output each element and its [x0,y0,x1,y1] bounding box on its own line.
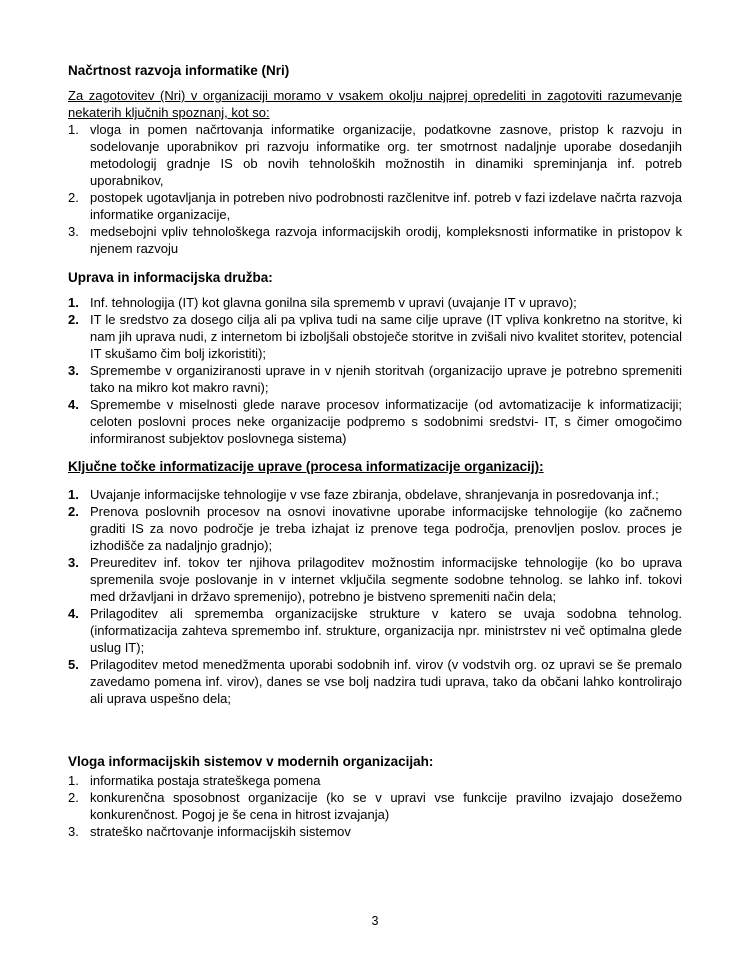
numbered-list [68,772,682,840]
list-marker: 3. [68,224,79,239]
list-item-text: Prilagoditev metod menedžmenta uporabi sodobnih inf. virov (v vodstvih org. oz upravi se še premalo zavedamo pomena inf. virov), danes se vse bolj nadzira tudi uprava, tako da občani lahko kontrolirajo ali uprava uspešno dela; [90,657,682,706]
list-item-text: medsebojni vpliv tehnološkega razvoja informacijskih orodij, kompleksnosti informatike in pristopov k njenem razvoju [90,224,682,256]
list-item [68,396,682,447]
list-item [68,823,682,840]
list-item [68,789,682,823]
page-number: 3 [371,914,379,928]
list-item-text: strateško načrtovanje informacijskih sistemov [90,824,351,839]
list-item [68,223,682,257]
list-item-text: postopek ugotavljanja in potreben nivo podrobnosti razčlenitve inf. potreb v fazi izdelave načrta razvoja informatike organizacije, [90,190,682,222]
list-item [68,554,682,605]
section-uprava [68,269,682,447]
list-item-text: Uvajanje informacijske tehnologije v vse faze zbiranja, obdelave, shranjevanja in posredovanja inf.; [90,487,659,502]
list-marker: 1. [68,295,79,310]
list-item-text: konkurenčna sposobnost organizacije (ko se v upravi vse funkcije pravilno izvajajo dosežemo konkurenčnost. Pogoj je še cena in hitrost izvajanja) [90,790,682,822]
list-item-text: vloga in pomen načrtovanja informatike organizacije, podatkovne zasnove, pristop k razvoju in sodelovanje uporabnikov pri razvoju informatike org. ter smotrnost nadaljnje uporabe dosedanjih metodologij gradnje IS ob novih tehnoloških možnostih in dinamiki spreminjanja inf. potreb uporabnikov, [90,122,682,188]
section-heading: Uprava in informacijska družba: [68,270,273,285]
list-marker: 2. [68,504,79,519]
list-marker: 3. [68,555,79,570]
list-marker: 2. [68,312,79,327]
list-marker: 1. [68,487,79,502]
list-marker: 1. [68,773,79,788]
list-item [68,486,682,503]
list-marker: 3. [68,363,79,378]
list-marker: 3. [68,824,79,839]
numbered-list [68,294,682,447]
section-vloga [68,753,682,840]
list-item-text: informatika postaja strateškega pomena [90,773,321,788]
section-heading: Načrtnost razvoja informatike (Nri) [68,63,290,78]
list-item [68,121,682,189]
list-item [68,294,682,311]
list-marker: 2. [68,190,79,205]
section-heading: Vloga informacijskih sistemov v modernih organizacijah: [68,754,434,769]
section-heading: Ključne točke informatizacije uprave (procesa informatizacije organizacij): [68,459,544,474]
list-item [68,362,682,396]
list-item-text: IT le sredstvo za dosego cilja ali pa vpliva tudi na same cilje uprave (IT vpliva konkretno na storitve, ki nam jih uprava nudi, z internetom bi izboljšali obstoječe storitve in zvišali nivo kvalitet storitev, potencial IT skušamo čim bolj izkoristiti); [90,312,682,361]
numbered-list [68,121,682,257]
list-item-text: Prilagoditev ali sprememba organizacijske strukture v katero se uvaja sodobna tehnolog. (informatizacija zahteva spremembo inf. strukture, organizacija npr. ministrstev ni več optimalna glede uslug IT); [90,606,682,655]
list-item [68,605,682,656]
section-kljucne-tocke [68,458,682,707]
list-item [68,772,682,789]
list-item [68,503,682,554]
list-item-text: Spremembe v organiziranosti uprave in v njenih storitvah (organizacijo uprave je potrebno spremeniti tako na mikro kot makro ravni); [90,363,682,395]
list-item [68,189,682,223]
list-marker: 4. [68,606,79,621]
list-item-text: Inf. tehnologija (IT) kot glavna gonilna sila sprememb v upravi (uvajanje IT v upravo); [90,295,577,310]
list-item-text: Spremembe v miselnosti glede narave procesov informatizacije (od avtomatizacije k informatizaciji; celoten poslovni proces neke organizacije podpremo s sodobnimi sredstvi- IT, s čimer omogočimo informiranost subjektov poslovnega sistema) [90,397,682,446]
intro-paragraph: Za zagotovitev (Nri) v organizaciji moramo v vsakem okolju najprej opredeliti in zagotoviti razumevanje nekaterih ključnih spoznanj, kot so: [68,88,682,120]
list-marker: 1. [68,122,79,137]
list-item-text: Prenova poslovnih procesov na osnovi inovativne uporabe informacijske tehnologije (ko začnemo graditi IS za novo področje je treba izhajat iz prenove tega področja, prenovljen poslov. proces je izhodišče za nadaljnjo gradnjo); [90,504,682,553]
list-item [68,656,682,707]
list-item-text: Preureditev inf. tokov ter njihova prilagoditev možnostim informacijske tehnologije (ko bo uprava spremenila svoje poslovanje in v internet vključila segmente sodobne tehnolog. se lahko inf. tokovi med državljani in državo spremenijo), potrebno je bistveno spremeniti način dela; [90,555,682,604]
list-marker: 2. [68,790,79,805]
numbered-list [68,486,682,707]
list-item [68,311,682,362]
list-marker: 4. [68,397,79,412]
section-nacrtnost [68,62,682,257]
list-marker: 5. [68,657,79,672]
